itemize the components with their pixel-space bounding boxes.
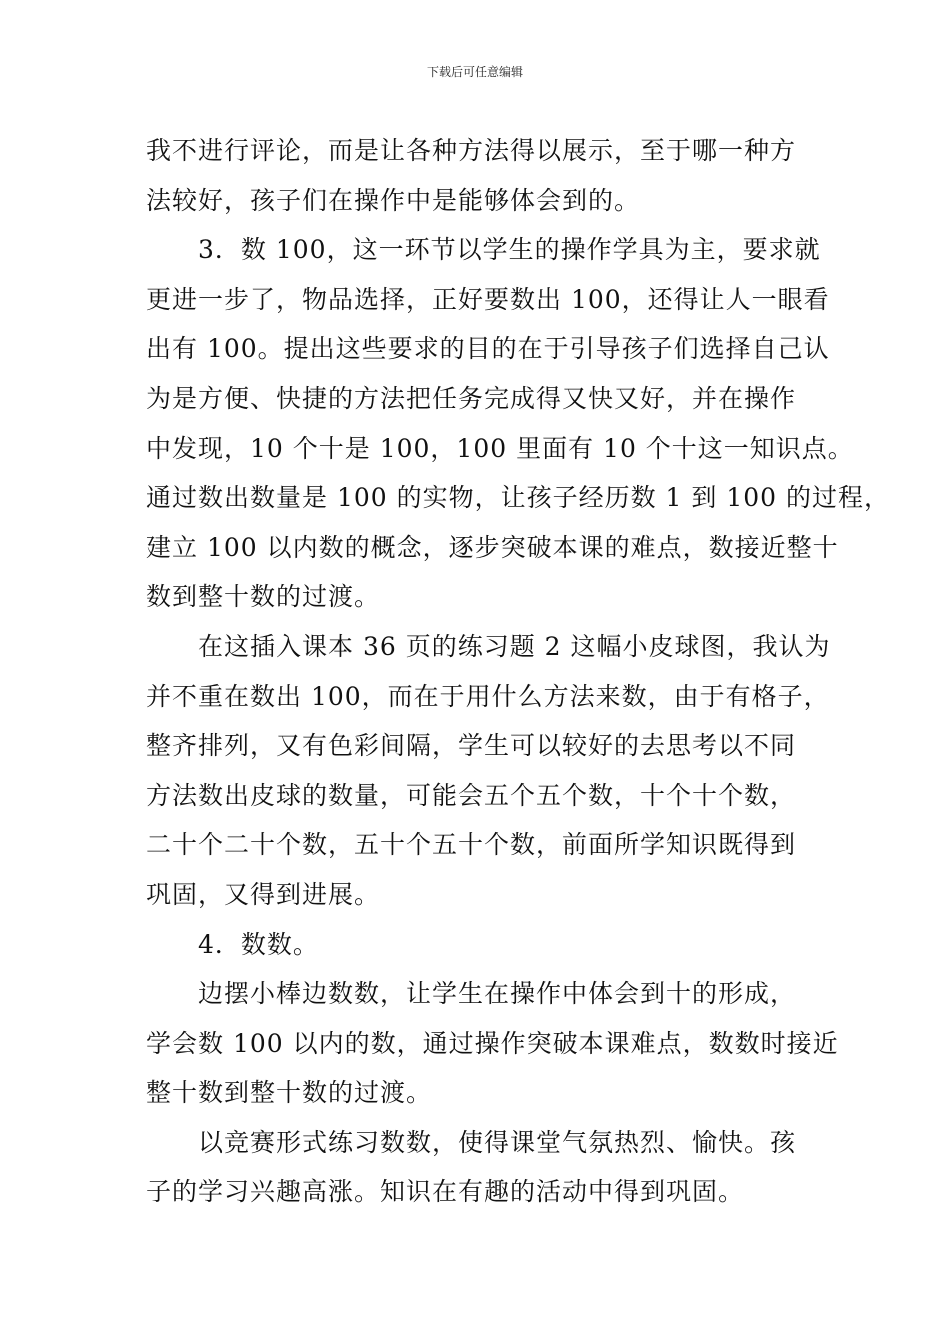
paragraph	[146, 622, 836, 920]
text-line: 中发现，10 个十是 100，100 里面有 10 个十这一知识点。	[146, 433, 854, 463]
text-line: 巩固，又得到进展。	[146, 879, 381, 909]
text-line: 3．数 100，这一环节以学生的操作学具为主，要求就	[198, 235, 821, 265]
text-line: 为是方便、快捷的方法把任务完成得又快又好，并在操作	[146, 383, 797, 413]
paragraph	[146, 920, 836, 970]
text-line: 整十数到整十数的过渡。	[146, 1078, 433, 1108]
text-line: 建立 100 以内数的概念，逐步突破本课的难点，数接近整十	[146, 532, 839, 562]
text-line: 出有 100。提出这些要求的目的在于引导孩子们选择自己认	[146, 334, 830, 364]
page-header: 下载后可任意编辑	[426, 65, 523, 79]
text-line: 学会数 100 以内的数，通过操作突破本课难点，数数时接近	[146, 1028, 839, 1058]
paragraph	[146, 969, 839, 1118]
text-line: 4．数数。	[198, 929, 319, 959]
text-line: 整齐排列，又有色彩间隔，学生可以较好的去思考以不同	[146, 731, 797, 761]
text-line: 法较好，孩子们在操作中是能够体会到的。	[146, 185, 641, 215]
text-line: 通过数出数量是 100 的实物，让孩子经历数 1 到 100 的过程，	[146, 483, 891, 513]
text-line: 子的学习兴趣高涨。知识在有趣的活动中得到巩固。	[146, 1177, 745, 1207]
text-line: 以竞赛形式练习数数，使得课堂气氛热烈、愉快。孩	[198, 1127, 797, 1157]
paragraph	[146, 126, 836, 225]
text-line: 并不重在数出 100，而在于用什么方法来数，由于有格子，	[146, 681, 830, 711]
text-line: 更进一步了，物品选择，正好要数出 100，还得让人一眼看	[146, 284, 830, 314]
text-line: 我不进行评论，而是让各种方法得以展示，至于哪一种方	[146, 136, 797, 165]
text-line: 二十个二十个数，五十个五十个数，前面所学知识既得到	[146, 830, 797, 860]
paragraph	[146, 1118, 836, 1217]
paragraph	[146, 225, 891, 622]
text-line: 方法数出皮球的数量，可能会五个五个数，十个十个数，	[146, 780, 797, 810]
text-line: 边摆小棒边数数，让学生在操作中体会到十的形成，	[198, 979, 797, 1009]
text-line: 数到整十数的过渡。	[146, 582, 381, 612]
text-line: 在这插入课本 36 页的练习题 2 这幅小皮球图，我认为	[198, 631, 831, 661]
document-body	[146, 126, 891, 1217]
